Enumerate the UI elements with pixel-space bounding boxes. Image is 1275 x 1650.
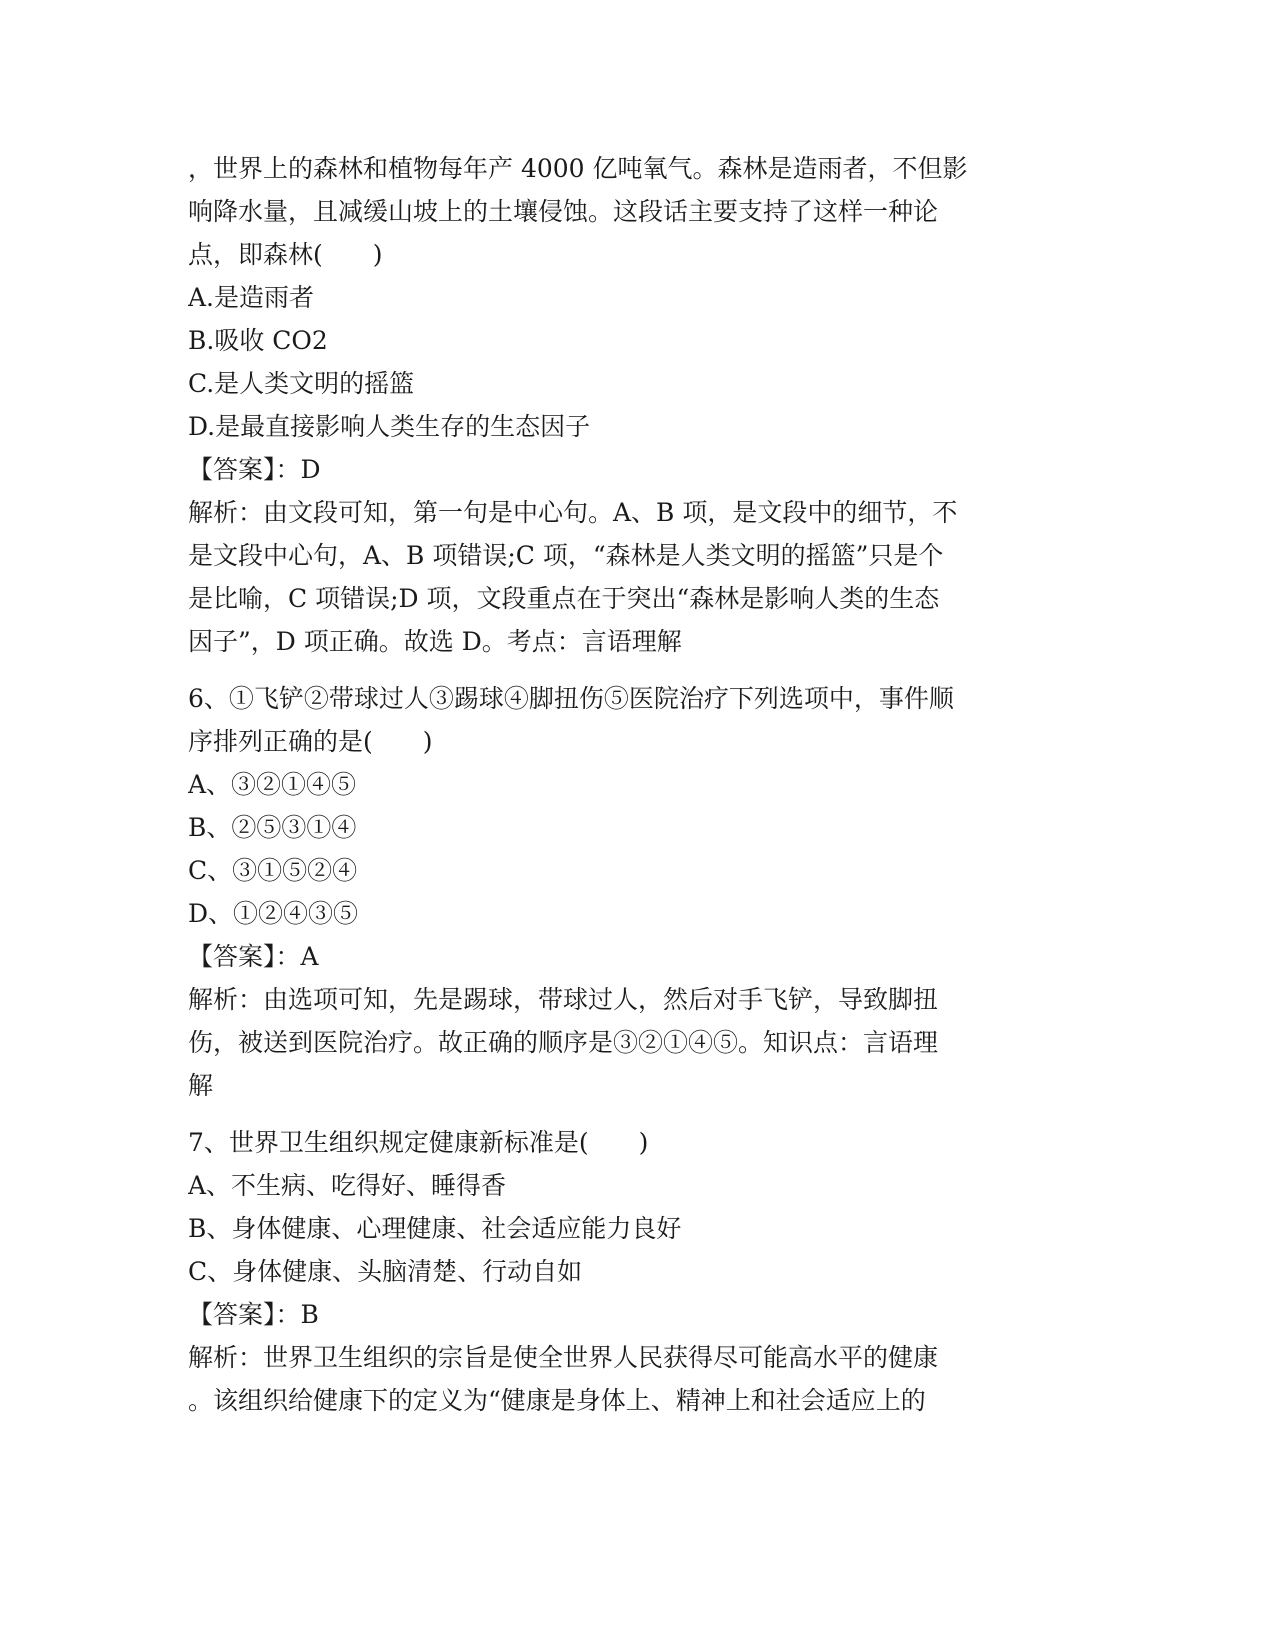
question-7 (188, 1121, 1088, 1422)
option-b: B.吸收 CO2 (188, 326, 328, 355)
analysis-line: 解析：由选项可知，先是踢球，带球过人，然后对手飞铲，导致脚扭 (188, 985, 939, 1014)
analysis-line: 解析：世界卫生组织的宗旨是使全世界人民获得尽可能高水平的健康 (188, 1343, 939, 1372)
question-stem-line: 序排列正确的是( ) (188, 727, 433, 756)
answer-line: 【答案】：B (188, 1300, 319, 1329)
answer-line: 【答案】：D (188, 455, 321, 484)
document-page (188, 147, 1088, 1422)
option-c: C、③①⑤②④ (188, 856, 358, 885)
answer-line: 【答案】：A (188, 942, 319, 971)
question-stem-line: 点，即森林( ) (188, 240, 383, 269)
option-a: A、③②①④⑤ (188, 770, 357, 799)
option-a: A.是造雨者 (188, 283, 315, 312)
option-d: D.是最直接影响人类生存的生态因子 (188, 412, 591, 441)
analysis-line: 伤，被送到医院治疗。故正确的顺序是③②①④⑤。知识点：言语理 (188, 1028, 939, 1057)
analysis-line: 解析：由文段可知，第一句是中心句。A、B 项，是文段中的细节，不 (188, 498, 958, 527)
option-c: C.是人类文明的摇篮 (188, 369, 415, 398)
option-b: B、身体健康、心理健康、社会适应能力良好 (188, 1214, 682, 1243)
option-b: B、②⑤③①④ (188, 813, 357, 842)
question-spacer (188, 1107, 1088, 1121)
analysis-line: 因子”，D 项正确。故选 D。考点：言语理解 (188, 627, 682, 656)
analysis-line: 是文段中心句，A、B 项错误;C 项，“森林是人类文明的摇篮”只是个 (188, 541, 944, 570)
question-6 (188, 677, 1088, 1107)
question-stem-line: ，世界上的森林和植物每年产 4000 亿吨氧气。森林是造雨者，不但影 (188, 154, 968, 183)
question-spacer (188, 663, 1088, 677)
question-stem-line: 6、①飞铲②带球过人③踢球④脚扭伤⑤医院治疗下列选项中，事件顺 (188, 684, 954, 713)
option-c: C、身体健康、头脑清楚、行动自如 (188, 1257, 583, 1286)
analysis-line: 解 (188, 1071, 214, 1100)
question-stem-line: 7、世界卫生组织规定健康新标准是( ) (188, 1128, 649, 1157)
analysis-line: 。该组织给健康下的定义为“健康是身体上、精神上和社会适应上的 (188, 1386, 926, 1415)
option-d: D、①②④③⑤ (188, 899, 359, 928)
question-stem-line: 响降水量，且减缓山坡上的土壤侵蚀。这段话主要支持了这样一种论 (188, 197, 939, 226)
analysis-line: 是比喻，C 项错误;D 项，文段重点在于突出“森林是影响人类的生态 (188, 584, 940, 613)
option-a: A、不生病、吃得好、睡得香 (188, 1171, 507, 1200)
question-5 (188, 147, 1088, 663)
